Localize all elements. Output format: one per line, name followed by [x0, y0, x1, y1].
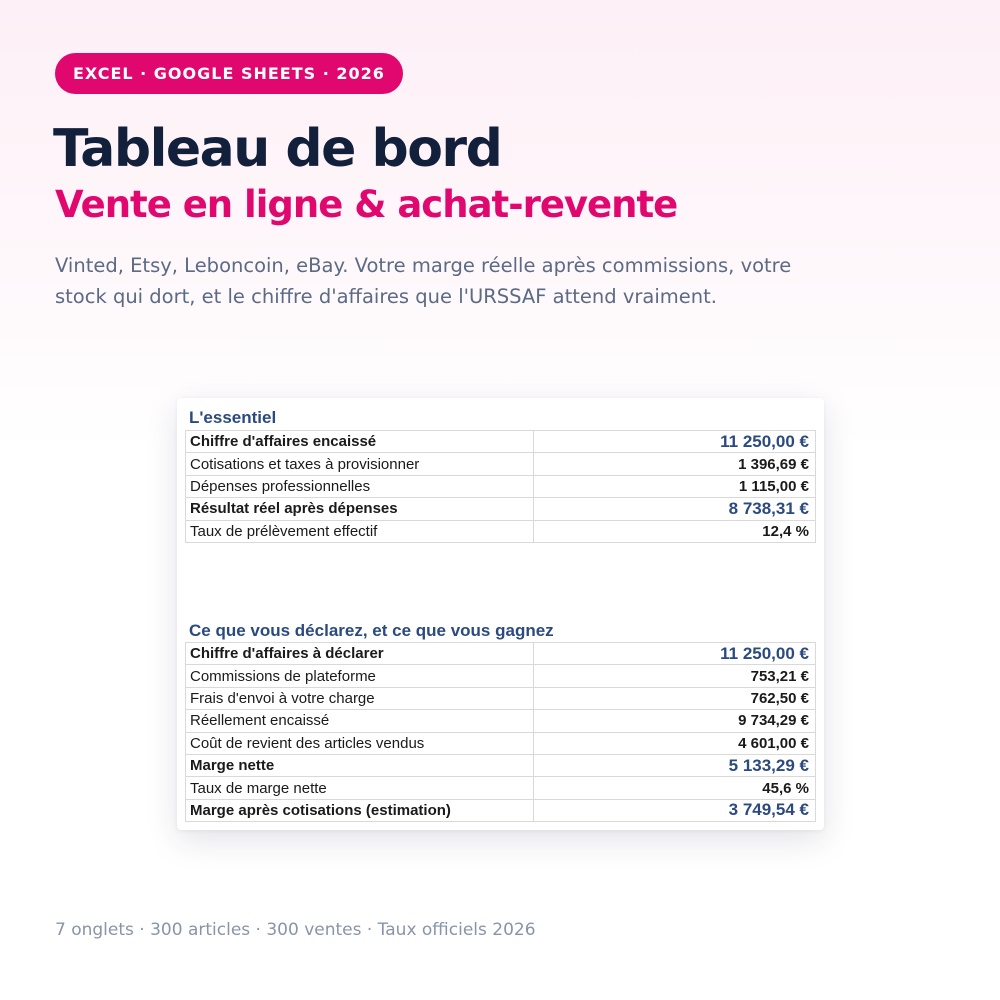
row-label: Dépenses professionnelles: [186, 475, 534, 497]
row-value: 5 133,29 €: [534, 754, 816, 776]
table-row: [186, 732, 816, 754]
row-label: Cotisations et taxes à provisionner: [186, 453, 534, 475]
description-text: Vinted, Etsy, Leboncoin, eBay. Votre marge réelle après commissions, votre stock qui dort, et le chiffre d'affaires que l'URSSAF attend vraiment.: [55, 254, 792, 308]
table-row: [186, 475, 816, 497]
row-label: Coût de revient des articles vendus: [186, 732, 534, 754]
row-value: 11 250,00 €: [534, 643, 816, 665]
product-badge: EXCEL · GOOGLE SHEETS · 2026: [55, 53, 403, 94]
row-label: Taux de marge nette: [186, 777, 534, 799]
row-value: 45,6 %: [534, 777, 816, 799]
declaration-table: [185, 642, 816, 822]
row-value: 9 734,29 €: [534, 710, 816, 732]
row-label: Marge après cotisations (estimation): [186, 799, 534, 821]
table-row: [186, 643, 816, 665]
row-label: Taux de prélèvement effectif: [186, 520, 534, 542]
row-value: 762,50 €: [534, 687, 816, 709]
table-row: [186, 799, 816, 821]
summary-table: [185, 430, 816, 543]
row-label: Résultat réel après dépenses: [186, 498, 534, 520]
page-subtitle: Vente en ligne & achat-revente: [55, 183, 678, 226]
footer-text: 7 onglets · 300 articles · 300 ventes · Taux officiels 2026: [55, 920, 536, 940]
row-label: Frais d'envoi à votre charge: [186, 687, 534, 709]
table-row: [186, 520, 816, 542]
row-label: Réellement encaissé: [186, 710, 534, 732]
table-row: [186, 431, 816, 453]
table-row: [186, 710, 816, 732]
table-row: [186, 453, 816, 475]
row-value: 8 738,31 €: [534, 498, 816, 520]
table-row: [186, 777, 816, 799]
row-label: Chiffre d'affaires à déclarer: [186, 643, 534, 665]
row-value: 1 115,00 €: [534, 475, 816, 497]
spreadsheet-preview: [177, 398, 824, 830]
row-value: 3 749,54 €: [534, 799, 816, 821]
row-label: Marge nette: [186, 754, 534, 776]
section-title-declaration: Ce que vous déclarez, et ce que vous gagnez: [189, 621, 554, 640]
row-value: 12,4 %: [534, 520, 816, 542]
table-row: [186, 687, 816, 709]
section-title-essentiel: L'essentiel: [189, 408, 277, 427]
table-row: [186, 665, 816, 687]
row-value: 11 250,00 €: [534, 431, 816, 453]
row-value: 4 601,00 €: [534, 732, 816, 754]
row-value: 1 396,69 €: [534, 453, 816, 475]
page-title: Tableau de bord: [53, 119, 502, 179]
table-row: [186, 754, 816, 776]
row-value: 753,21 €: [534, 665, 816, 687]
table-row: [186, 498, 816, 520]
row-label: Chiffre d'affaires encaissé: [186, 431, 534, 453]
row-label: Commissions de plateforme: [186, 665, 534, 687]
